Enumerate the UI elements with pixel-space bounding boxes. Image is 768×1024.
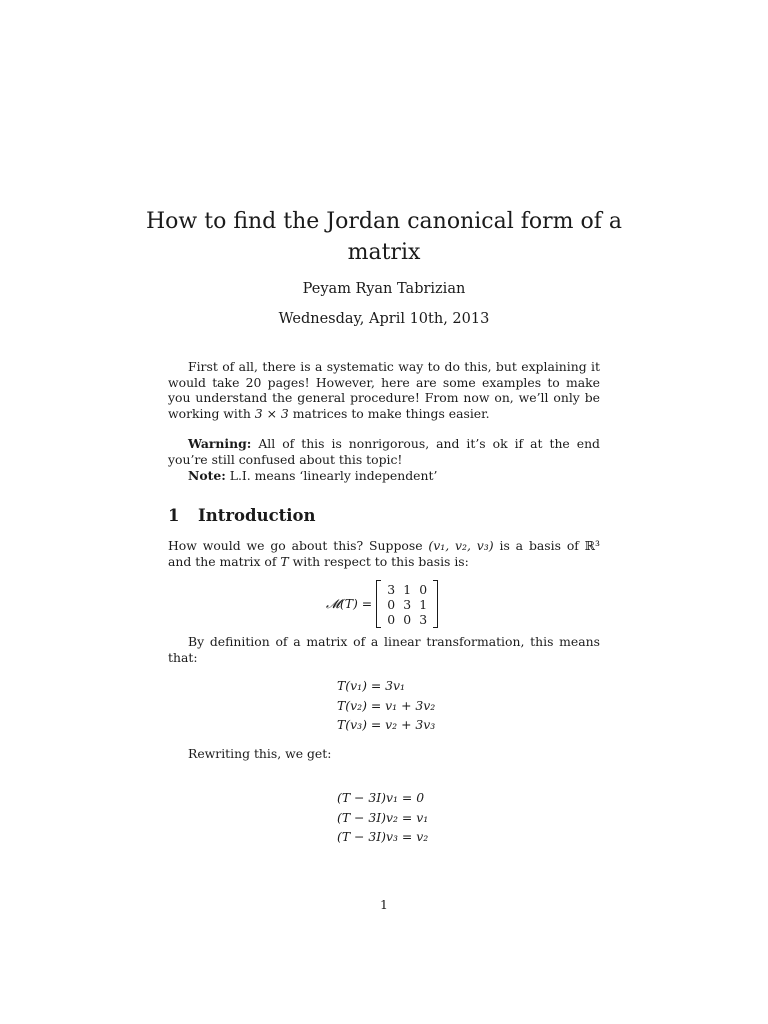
note-text: L.I. means ‘linearly independent’ <box>225 468 438 483</box>
section-heading <box>168 506 316 525</box>
title-line-2: matrix <box>347 240 421 265</box>
intro-text-1: First of all, there is a systematic way to do this, but explaining it would take 20 pages! However, here are some examples to make you understand the general procedure! From now on, we’ll only be working with <box>168 359 600 421</box>
section-paragraph <box>168 538 600 569</box>
equation: (T − 3I)v₁ = 0 <box>337 790 425 805</box>
matrix-cell: 0 <box>403 611 412 627</box>
matrix-cell: 0 <box>419 581 428 597</box>
matrix-cell: 1 <box>419 596 428 612</box>
note-label: Note: <box>188 468 226 483</box>
equation: T(v₂) = v₁ + 3v₂ <box>337 697 436 713</box>
intro-math: 3 × 3 <box>254 405 289 421</box>
t-math: T <box>280 553 289 569</box>
equation: T(v₁) = 3v₁ <box>337 678 406 693</box>
matrix-cell: 0 <box>387 596 396 612</box>
title-line-1: How to find the Jordan canonical form of a <box>146 209 622 234</box>
rewriting-paragraph: Rewriting this, we get: <box>188 746 332 761</box>
matrix-label: 𝓜(T) = <box>326 596 373 611</box>
matrix-cell: 3 <box>403 596 412 612</box>
warning-text: All of this is nonrigorous, and it’s ok if at the end you’re still confused about this topic! <box>168 436 600 467</box>
matrix-equation <box>326 580 438 628</box>
section-number: 1 <box>168 506 180 525</box>
equation: (T − 3I)v₂ = v₁ <box>337 809 429 825</box>
matrix-cell: 1 <box>403 581 412 597</box>
matrix-cell: 0 <box>387 611 396 627</box>
space-math: ℝ³ <box>584 538 600 553</box>
author: Peyam Ryan Tabrizian <box>302 281 466 297</box>
intro-paragraph <box>168 359 600 421</box>
warning-label: Warning: <box>188 436 252 451</box>
equations-block-2 <box>337 788 428 847</box>
matrix-grid <box>381 582 433 627</box>
definition-paragraph: By definition of a matrix of a linear transformation, this means that: <box>168 634 600 665</box>
date: Wednesday, April 10th, 2013 <box>278 311 490 327</box>
paper-title <box>0 206 768 268</box>
section-title: Introduction <box>198 506 316 525</box>
matrix-cell: 3 <box>419 611 428 627</box>
intro-text-2: matrices to make things easier. <box>288 405 490 421</box>
note-paragraph <box>168 468 600 484</box>
section-text-2: is a basis of <box>493 538 585 553</box>
section-text-4: with respect to this basis is: <box>288 553 469 569</box>
page-number: 1 <box>380 897 388 912</box>
right-bracket <box>433 580 438 628</box>
section-text-3: and the matrix of <box>168 553 281 569</box>
equations-block-1 <box>337 676 435 735</box>
equation: T(v₃) = v₂ + 3v₃ <box>337 717 436 732</box>
section-text-1: How would we go about this? Suppose <box>168 538 429 553</box>
warning-paragraph <box>168 436 600 467</box>
equation: (T − 3I)v₃ = v₂ <box>337 829 429 844</box>
basis-math: (v₁, v₂, v₃) <box>428 538 494 553</box>
matrix-cell: 3 <box>387 581 396 597</box>
